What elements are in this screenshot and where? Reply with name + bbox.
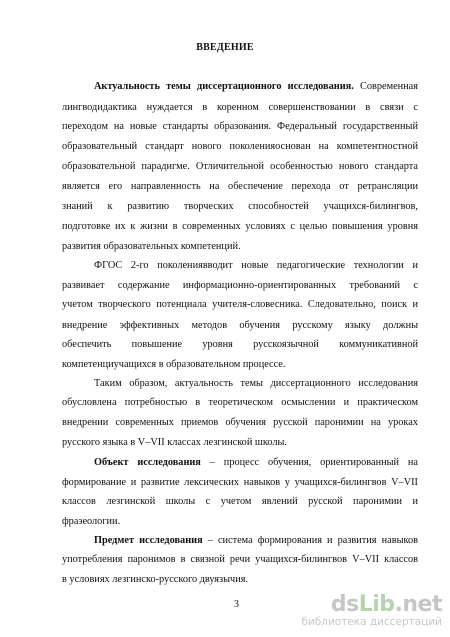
line-text: употребления паронимов в связной речи учащихся-билингвов V–VII классов bbox=[62, 554, 418, 565]
body-line bbox=[62, 299, 418, 311]
body-line bbox=[62, 181, 418, 193]
line-text: подготовке их к жизни в современных условиях с целью повышения уровня bbox=[62, 221, 418, 232]
logo-part-ds: ds bbox=[330, 592, 359, 617]
line-text: образовательный стандарт нового поколенияоснован на компетентностной bbox=[62, 141, 418, 152]
line-text: классов лезгинской школы с учетом явлений русской паронимии и bbox=[62, 496, 418, 507]
line-text: – процесс обучения, ориентированный на bbox=[200, 457, 418, 468]
watermark-subtitle: библиотека диссертаций bbox=[301, 616, 442, 628]
line-text: внедрении современных приемов обучения русской паронимии на уроках bbox=[62, 417, 418, 428]
line-text: развития образовательных компетенций. bbox=[62, 241, 241, 252]
body-line bbox=[62, 339, 418, 351]
body-line bbox=[62, 320, 418, 332]
body-line bbox=[62, 477, 418, 489]
logo-part-net: .net bbox=[394, 592, 442, 617]
body-line bbox=[62, 221, 418, 233]
line-text: компетенциучащихся в образовательном процессе. bbox=[62, 359, 286, 370]
page-number: 3 bbox=[234, 599, 239, 610]
line-text: русского языка в V–VII классах лезгинской школы. bbox=[62, 437, 287, 448]
body-line bbox=[62, 201, 418, 213]
logo-part-lib: Lib bbox=[358, 592, 395, 617]
body-line bbox=[62, 121, 418, 133]
line-text: лингводидактика нуждается в коренном совершенствовании в связи с bbox=[62, 102, 418, 113]
body-line bbox=[62, 417, 418, 429]
line-text: развивает содержание информационно-ориентированных требований с bbox=[62, 280, 418, 291]
line-text: формирование и развитие лексических навыков у учащихся-билингвов V–VII bbox=[62, 477, 418, 488]
body-line bbox=[62, 397, 418, 409]
body-line bbox=[94, 81, 418, 93]
line-text: образовательной парадигме. Отличительной особенностью нового стандарта bbox=[62, 161, 418, 172]
line-text: в условиях лезгинско-русского двуязычия. bbox=[62, 574, 249, 585]
line-text: фразеологии. bbox=[62, 516, 121, 527]
body-line bbox=[62, 574, 418, 586]
line-text: внедрение эффективных методов обучения русскому языку должны bbox=[62, 320, 418, 331]
body-line bbox=[62, 241, 418, 253]
body-line bbox=[62, 161, 418, 173]
dslib-watermark bbox=[301, 594, 442, 628]
line-text: Современная bbox=[353, 81, 418, 92]
bold-term: Актуальность темы диссертационного исследования. bbox=[94, 81, 354, 92]
page-heading: ВВЕДЕНИЕ bbox=[196, 42, 254, 53]
line-text: – система формирования и развития навыков bbox=[202, 535, 418, 546]
body-line bbox=[94, 260, 418, 272]
line-text: переходом на новые стандарты образования. Федеральный государственный bbox=[62, 121, 418, 132]
body-line bbox=[62, 496, 418, 508]
line-text: является его направленность на обеспечение перехода от ретрансляции bbox=[62, 181, 418, 192]
line-text: ФГОС 2-го поколениявводит новые педагогические технологии и bbox=[94, 260, 418, 271]
body-line bbox=[62, 359, 418, 371]
line-text: Таким образом, актуальность темы диссертационного исследования bbox=[94, 378, 418, 389]
body-line bbox=[62, 280, 418, 292]
line-text: учетом творческого потенциала учителя-словесника. Следовательно, поиск и bbox=[62, 299, 418, 310]
body-line bbox=[94, 457, 418, 469]
line-text: обеспечить повышение уровня русскоязычной коммуникативной bbox=[62, 339, 418, 350]
line-text: знаний к развитию творческих способностей учащихся-билингвов, bbox=[62, 201, 418, 212]
dslib-logo bbox=[301, 594, 442, 616]
body-line bbox=[62, 554, 418, 566]
line-text: обусловлена потребностью в теоретическом осмыслении и практическом bbox=[62, 397, 418, 408]
bold-term: Предмет исследования bbox=[94, 535, 203, 546]
body-line bbox=[62, 141, 418, 153]
body-line bbox=[62, 102, 418, 114]
body-line bbox=[94, 535, 418, 547]
body-line bbox=[62, 437, 418, 449]
body-line bbox=[62, 516, 418, 528]
body-line bbox=[94, 378, 418, 390]
bold-term: Объект исследования bbox=[94, 457, 201, 468]
